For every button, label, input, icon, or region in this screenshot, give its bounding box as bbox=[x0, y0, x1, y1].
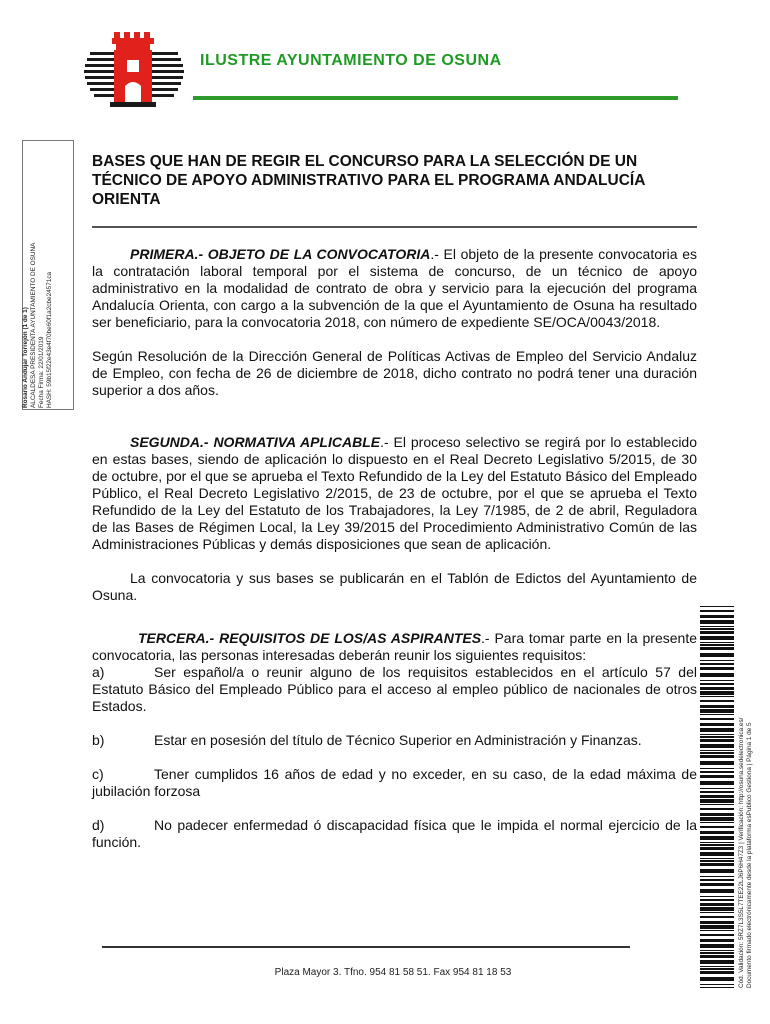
barcode-bar bbox=[700, 734, 734, 735]
requirement-key: c) bbox=[92, 766, 104, 782]
barcode-bar bbox=[700, 626, 734, 627]
barcode-bar bbox=[700, 879, 734, 881]
footer-address: Plaza Mayor 3. Tfno. 954 81 58 51. Fax 954 81 18 53 bbox=[274, 967, 512, 978]
barcode-bar bbox=[700, 723, 734, 726]
signature-date: Fecha Firma: 22/01/2019 bbox=[38, 336, 45, 408]
barcode-bar bbox=[700, 934, 734, 936]
barcode-bar bbox=[700, 960, 734, 964]
requirement-key: a) bbox=[92, 664, 105, 680]
town-crest-logo bbox=[84, 30, 184, 110]
barcode-bar bbox=[700, 939, 734, 942]
barcode-bar bbox=[700, 680, 734, 681]
footer-divider bbox=[102, 946, 630, 948]
barcode-bar bbox=[700, 889, 734, 893]
section-heading: PRIMERA.- OBJETO DE LA CONVOCATORIA bbox=[130, 246, 431, 262]
barcode-bar bbox=[700, 863, 734, 866]
barcode-bar bbox=[700, 750, 734, 751]
section-segunda bbox=[92, 434, 697, 553]
barcode-bar bbox=[700, 966, 734, 967]
barcode-bar bbox=[700, 795, 734, 798]
barcode-bar bbox=[700, 808, 734, 810]
verification-platform: Documento firmado electrónicamente desde la plataforma esPublico Gestiona | Página 1 de 5 bbox=[746, 722, 753, 988]
barcode-bar bbox=[700, 644, 734, 646]
title-divider bbox=[92, 226, 697, 228]
signature-stamp bbox=[22, 140, 54, 408]
barcode-bar bbox=[700, 736, 734, 738]
barcode-bar bbox=[700, 899, 734, 901]
barcode-bar bbox=[700, 896, 734, 897]
signer-role: ALCALDESA PRESIDENTA AYUNTAMIENTO DE OSUNA bbox=[30, 242, 37, 408]
barcode-bar bbox=[700, 755, 734, 758]
document-title: BASES QUE HAN DE REGIR EL CONCURSO PARA LA SELECCIÓN DE UN TÉCNICO DE APOYO ADMINISTRATIVO PARA EL PROGRAMA ANDALUCÍA ORIENTA bbox=[92, 153, 645, 208]
barcode-bar bbox=[700, 813, 734, 816]
barcode-bar bbox=[700, 984, 734, 985]
section-text: .- El objeto de la presente convocatoria es la contratación laboral temporal por el sistema de concurso, de un técnico de apoyo administrativo en la modalidad de contrato de obra y servicio para la ejecución del programa Andalucía Orienta, con cargo a la subvención de la que el Ayuntamiento de Osuna ha resultado ser beneficiario, para la convocatoria 2018, con número de expediente SE/OCA/0043/2018. bbox=[92, 246, 697, 330]
barcode-bar bbox=[700, 620, 734, 624]
barcode-bar bbox=[700, 876, 734, 877]
barcode-bar bbox=[700, 709, 734, 713]
barcode-bar bbox=[700, 987, 734, 988]
barcode-bar bbox=[700, 955, 734, 958]
barcode-bar bbox=[700, 728, 734, 732]
requirement-item bbox=[92, 766, 697, 800]
tablon-paragraph: La convocatoria y sus bases se publicarán en el Tablón de Edictos del Ayuntamiento de Osuna. bbox=[92, 570, 697, 603]
barcode-bar bbox=[700, 660, 734, 661]
header-divider bbox=[193, 96, 678, 100]
barcode-bar bbox=[700, 791, 734, 793]
requirement-key: d) bbox=[92, 817, 105, 833]
barcode-bar bbox=[700, 858, 734, 859]
barcode-bar bbox=[700, 667, 734, 670]
section-text: .- El proceso selectivo se regirá por lo establecido en estas bases, siendo de aplicación lo dispuesto en el Real Decreto Legislativo 5/2015, de 30 de octubre, por el que se aprueba el Texto Refundido de la Ley del Estatuto Básico del Empleado Público, el Real Decreto Legislativo 2/2015, de 23 de octubre, por el que se aprueba el Texto Refundido de la Ley del Estatuto de los Trabajadores, la Ley 7/1985, de 2 de abril, Reguladora de las Bases de Régimen Local, la Ley 39/2015 del Procedimiento Administrativo Común de las Administraciones Públicas y demás disposiciones que sean de aplicación. bbox=[92, 434, 698, 552]
barcode-bar bbox=[700, 718, 734, 720]
section-text: .- Para tomar parte en la presente convocatoria, las personas interesadas deberán reunir los siguientes requisitos: bbox=[92, 630, 697, 663]
barcode-bar bbox=[700, 761, 734, 765]
verification-text bbox=[738, 628, 754, 988]
barcode-bar bbox=[700, 615, 734, 618]
barcode-bar bbox=[700, 788, 734, 789]
barcode-bar bbox=[700, 860, 734, 862]
requirement-text: Estar en posesión del título de Técnico Superior en Administración y Finanzas. bbox=[154, 732, 642, 748]
barcode-bar bbox=[700, 610, 734, 612]
barcode-bar bbox=[700, 921, 734, 924]
requirement-item bbox=[92, 817, 697, 851]
barcode-bar bbox=[700, 912, 734, 913]
barcode-bar bbox=[700, 642, 734, 643]
barcode-bar bbox=[700, 636, 734, 640]
resolution-paragraph: Según Resolución de la Dirección General de Políticas Activas de Empleo del Servicio Andaluz de Empleo, con fecha de 26 de diciembre de 2018, dicho contrato no podrá tener una duración superior a dos años. bbox=[92, 348, 697, 398]
barcode-bar bbox=[700, 944, 734, 948]
section-heading: TERCERA.- REQUISITOS DE LOS/AS ASPIRANTES bbox=[138, 630, 482, 646]
barcode-bar bbox=[700, 781, 734, 785]
requirement-text: Ser español/a o reunir alguno de los requisitos establecidos en el artículo 57 del Estatuto Básico del Empleado Público para el acceso al empleo público de nacionales de otros Estados. bbox=[92, 664, 697, 714]
barcode-bar bbox=[700, 696, 734, 697]
barcode-bar bbox=[700, 752, 734, 754]
barcode-bar bbox=[700, 744, 734, 748]
barcode-bar bbox=[700, 916, 734, 918]
barcode-bar bbox=[700, 822, 734, 823]
requirement-item bbox=[92, 664, 697, 715]
barcode-bar bbox=[700, 950, 734, 951]
signature-hash: HASH: 59b15f22e43e4f70be60f1a2cbe24571ca bbox=[46, 271, 53, 408]
barcode-bar bbox=[700, 842, 734, 843]
barcode-bar bbox=[700, 971, 734, 974]
verification-code: Cód. Validación: 5RZ7L3S5L7TEE22LJ6P6H47Z3 | Verificación: http://osuna.sedelectronica.es/ bbox=[738, 717, 745, 988]
section-primera bbox=[92, 246, 697, 331]
validation-barcode bbox=[700, 606, 734, 988]
barcode-bar bbox=[700, 817, 734, 821]
barcode-bar bbox=[700, 691, 734, 695]
barcode-bar bbox=[700, 631, 734, 634]
section-heading: SEGUNDA.- NORMATIVA APLICABLE bbox=[130, 434, 381, 450]
org-title: ILUSTRE AYUNTAMIENTO DE OSUNA bbox=[200, 52, 502, 69]
barcode-bar bbox=[700, 647, 734, 650]
requirement-text: No padecer enfermedad ó discapacidad física que le impida el normal ejercicio de la función. bbox=[92, 817, 697, 850]
barcode-bar bbox=[700, 799, 734, 803]
requirement-text: Tener cumplidos 16 años de edad y no exceder, en su caso, de la edad máxima de jubilación forzosa bbox=[92, 766, 697, 799]
barcode-bar bbox=[700, 907, 734, 911]
barcode-bar bbox=[700, 700, 734, 702]
signer-name: Rosario Andújar Torrejón (1 de 1) bbox=[22, 307, 29, 408]
barcode-bar bbox=[700, 826, 734, 828]
barcode-bar bbox=[700, 968, 734, 970]
barcode-bar bbox=[700, 952, 734, 954]
barcode-bar bbox=[700, 883, 734, 886]
barcode-bar bbox=[700, 663, 734, 665]
document-body bbox=[92, 246, 697, 851]
barcode-bar bbox=[700, 775, 734, 778]
barcode-bar bbox=[700, 847, 734, 850]
barcode-bar bbox=[700, 606, 734, 607]
barcode-bar bbox=[700, 930, 734, 931]
footer bbox=[0, 967, 770, 978]
barcode-bar bbox=[700, 771, 734, 773]
barcode-bar bbox=[700, 925, 734, 929]
barcode-bar bbox=[700, 869, 734, 873]
barcode-bar bbox=[700, 852, 734, 856]
barcode-bar bbox=[700, 977, 734, 981]
barcode-bar bbox=[700, 628, 734, 630]
barcode-bar bbox=[700, 705, 734, 708]
requirement-item bbox=[92, 732, 697, 749]
barcode-bar bbox=[700, 836, 734, 840]
barcode-bar bbox=[700, 768, 734, 769]
barcode-bar bbox=[700, 844, 734, 846]
barcode-bar bbox=[700, 687, 734, 690]
requirement-key: b) bbox=[92, 732, 105, 748]
barcode-bar bbox=[700, 714, 734, 715]
barcode-bar bbox=[700, 831, 734, 834]
section-tercera bbox=[92, 630, 697, 664]
barcode-bar bbox=[700, 683, 734, 685]
barcode-bar bbox=[700, 739, 734, 742]
barcode-bar bbox=[700, 804, 734, 805]
barcode-bar bbox=[700, 653, 734, 657]
barcode-bar bbox=[700, 903, 734, 906]
barcode-bar bbox=[700, 673, 734, 677]
